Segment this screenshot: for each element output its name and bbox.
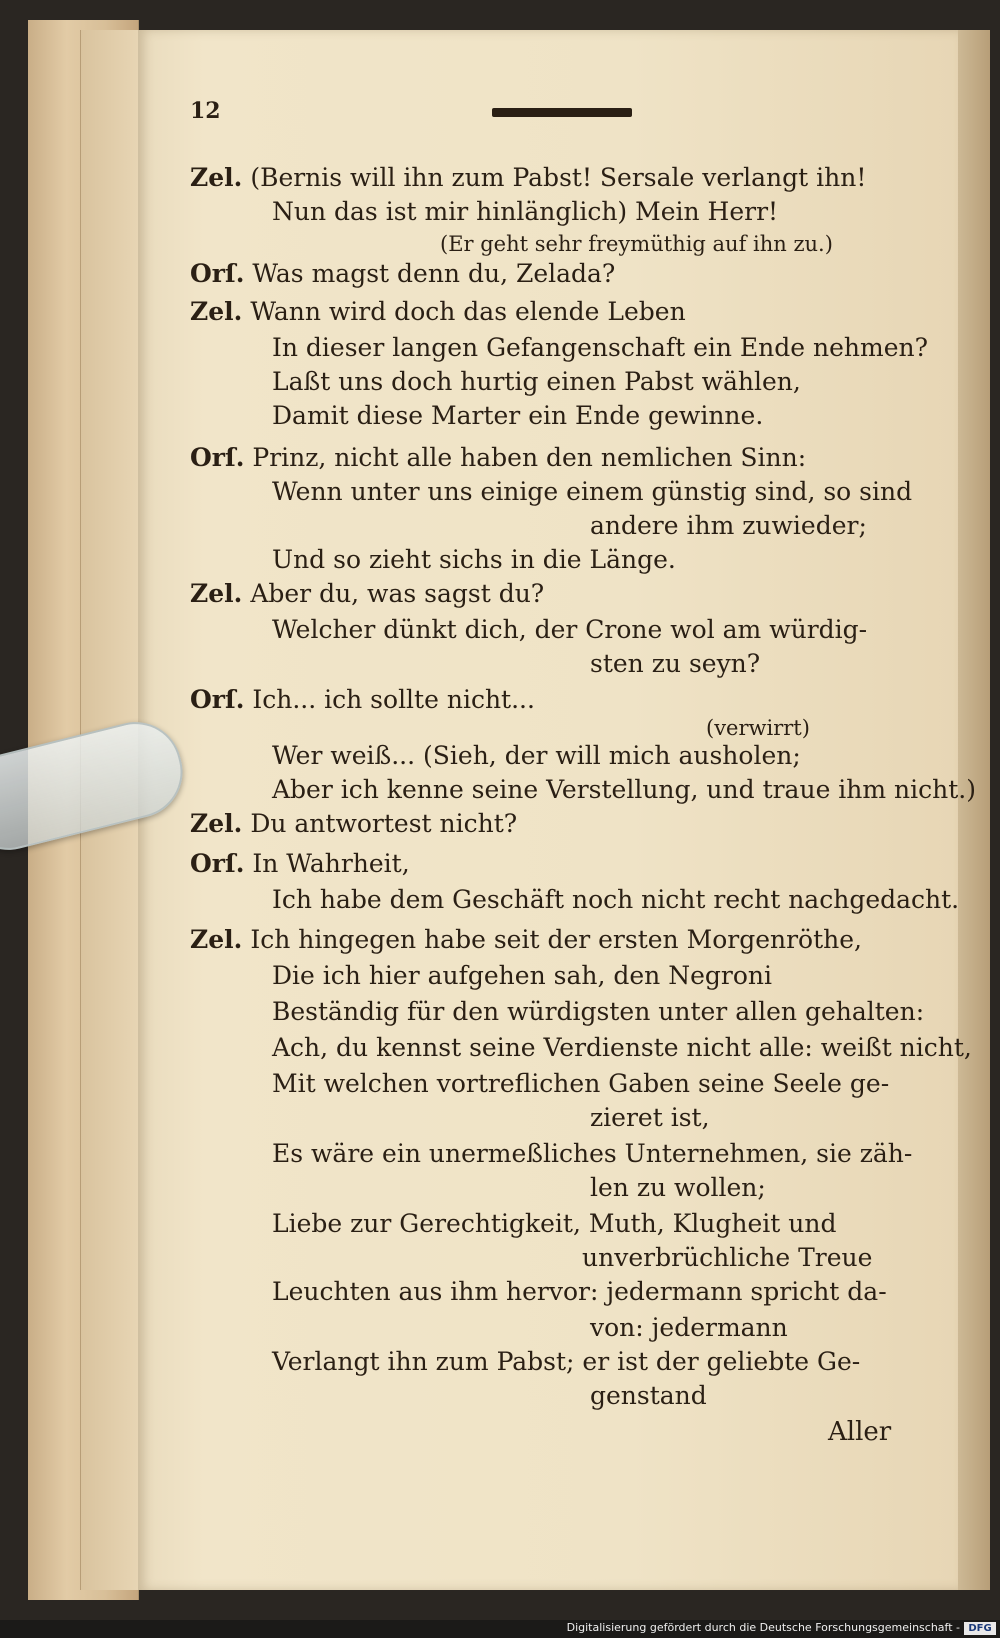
text-line [190, 684, 535, 716]
text-line [190, 442, 806, 474]
text-line [272, 196, 778, 228]
text-line [272, 774, 976, 806]
line-text: Es wäre ein unermeßliches Unternehmen, sie zäh- [272, 1139, 913, 1168]
line-text: Ich hingegen habe seit der ersten Morgenröthe, [250, 925, 862, 954]
line-text: Was magst denn du, Zelada? [252, 259, 616, 288]
line-text: zieret ist, [590, 1103, 710, 1132]
line-text: In dieser langen Gefangenschaft ein Ende nehmen? [272, 333, 929, 362]
line-text: Verlangt ihn zum Pabst; er ist der geliebte Ge- [272, 1347, 861, 1376]
speaker-label: Zel. [190, 163, 243, 192]
text-line [190, 258, 615, 290]
dfg-logo: DFG [964, 1622, 996, 1635]
line-text: andere ihm zuwieder; [590, 511, 867, 540]
catchword: Aller [828, 1417, 892, 1447]
text-line [272, 400, 763, 432]
text-line [590, 1380, 707, 1412]
line-text: sten zu seyn? [590, 649, 761, 678]
line-text: Aber du, was sagst du? [250, 579, 545, 608]
stage-direction [440, 228, 833, 260]
right-page-edge [958, 30, 990, 1590]
text-line [190, 848, 410, 880]
line-text: Aber ich kenne seine Verstellung, und traue ihm nicht.) [272, 775, 977, 804]
footer-credit: Digitalisierung gefördert durch die Deutsche Forschungsgemeinschaft - [566, 1621, 960, 1634]
text-line [590, 510, 867, 542]
text-line [590, 648, 760, 680]
speaker-label: Orſ. [190, 849, 245, 878]
text-line [272, 1276, 887, 1308]
text-line [590, 1102, 710, 1134]
line-text: In Wahrheit, [252, 849, 410, 878]
speaker-label: Zel. [190, 579, 243, 608]
speaker-label: Zel. [190, 925, 243, 954]
text-line [272, 960, 772, 992]
text-line [272, 1068, 889, 1100]
line-text: Beständig für den würdigsten unter allen gehalten: [272, 997, 925, 1026]
speaker-label: Orſ. [190, 685, 245, 714]
line-text: Wer weiß... (Sieh, der will mich ausholen; [272, 741, 801, 770]
text-line [272, 614, 867, 646]
page-number: 12 [190, 98, 221, 124]
text-line [190, 578, 544, 610]
line-text: Laßt uns doch hurtig einen Pabst wählen, [272, 367, 801, 396]
line-text: Leuchten aus ihm hervor: jedermann spricht da- [272, 1277, 887, 1306]
speaker-label: Zel. [190, 297, 243, 326]
line-text: Prinz, nicht alle haben den nemlichen Sinn: [252, 443, 807, 472]
line-text: Und so zieht sichs in die Länge. [272, 545, 676, 574]
text-line [272, 544, 676, 576]
line-text: (verwirrt) [706, 716, 810, 740]
line-text: unverbrüchliche Treue [582, 1243, 873, 1272]
text-line [272, 884, 959, 916]
line-text: Damit diese Marter ein Ende gewinne. [272, 401, 764, 430]
text-line [190, 924, 862, 956]
line-text: Nun das ist mir hinlänglich) Mein Herr! [272, 197, 779, 226]
line-text: Die ich hier aufgehen sah, den Negroni [272, 961, 772, 990]
text-line [272, 1032, 972, 1064]
speaker-label: Orſ. [190, 443, 245, 472]
text-line [272, 1346, 860, 1378]
text-line [272, 366, 801, 398]
text-line [590, 1312, 788, 1344]
text-line [272, 996, 924, 1028]
line-text: von: jedermann [590, 1313, 788, 1342]
text-line [272, 1208, 836, 1240]
line-text: genstand [590, 1381, 707, 1410]
line-text: Ich habe dem Geschäft noch nicht recht nachgedacht. [272, 885, 960, 914]
line-text: Wenn unter uns einige einem günstig sind, so sind [272, 477, 913, 506]
line-text: Liebe zur Gerechtigkeit, Muth, Klugheit und [272, 1209, 837, 1238]
text-line [272, 476, 912, 508]
speaker-label: Orſ. [190, 259, 245, 288]
line-text: len zu wollen; [590, 1173, 766, 1202]
line-text: Wann wird doch das elende Leben [250, 297, 686, 326]
text-line [582, 1242, 872, 1274]
speaker-label: Zel. [190, 809, 243, 838]
text-line [272, 1138, 912, 1170]
line-text: Mit welchen vortreflichen Gaben seine Seele ge- [272, 1069, 890, 1098]
text-line [190, 296, 686, 328]
line-text: (Bernis will ihn zum Pabst! Sersale verlangt ihn! [250, 163, 867, 192]
line-text: Ach, du kennst seine Verdienste nicht alle: weißt nicht, [272, 1033, 972, 1062]
line-text: (Er geht sehr freymüthig auf ihn zu.) [440, 232, 833, 256]
line-text: Ich... ich sollte nicht... [252, 685, 535, 714]
line-text: Welcher dünkt dich, der Crone wol am würdig- [272, 615, 868, 644]
text-line [590, 1172, 766, 1204]
header-rule [492, 108, 632, 117]
text-line [272, 332, 928, 364]
line-text: Du antwortest nicht? [250, 809, 518, 838]
text-line [190, 162, 866, 194]
text-line [190, 808, 517, 840]
text-line [272, 740, 801, 772]
